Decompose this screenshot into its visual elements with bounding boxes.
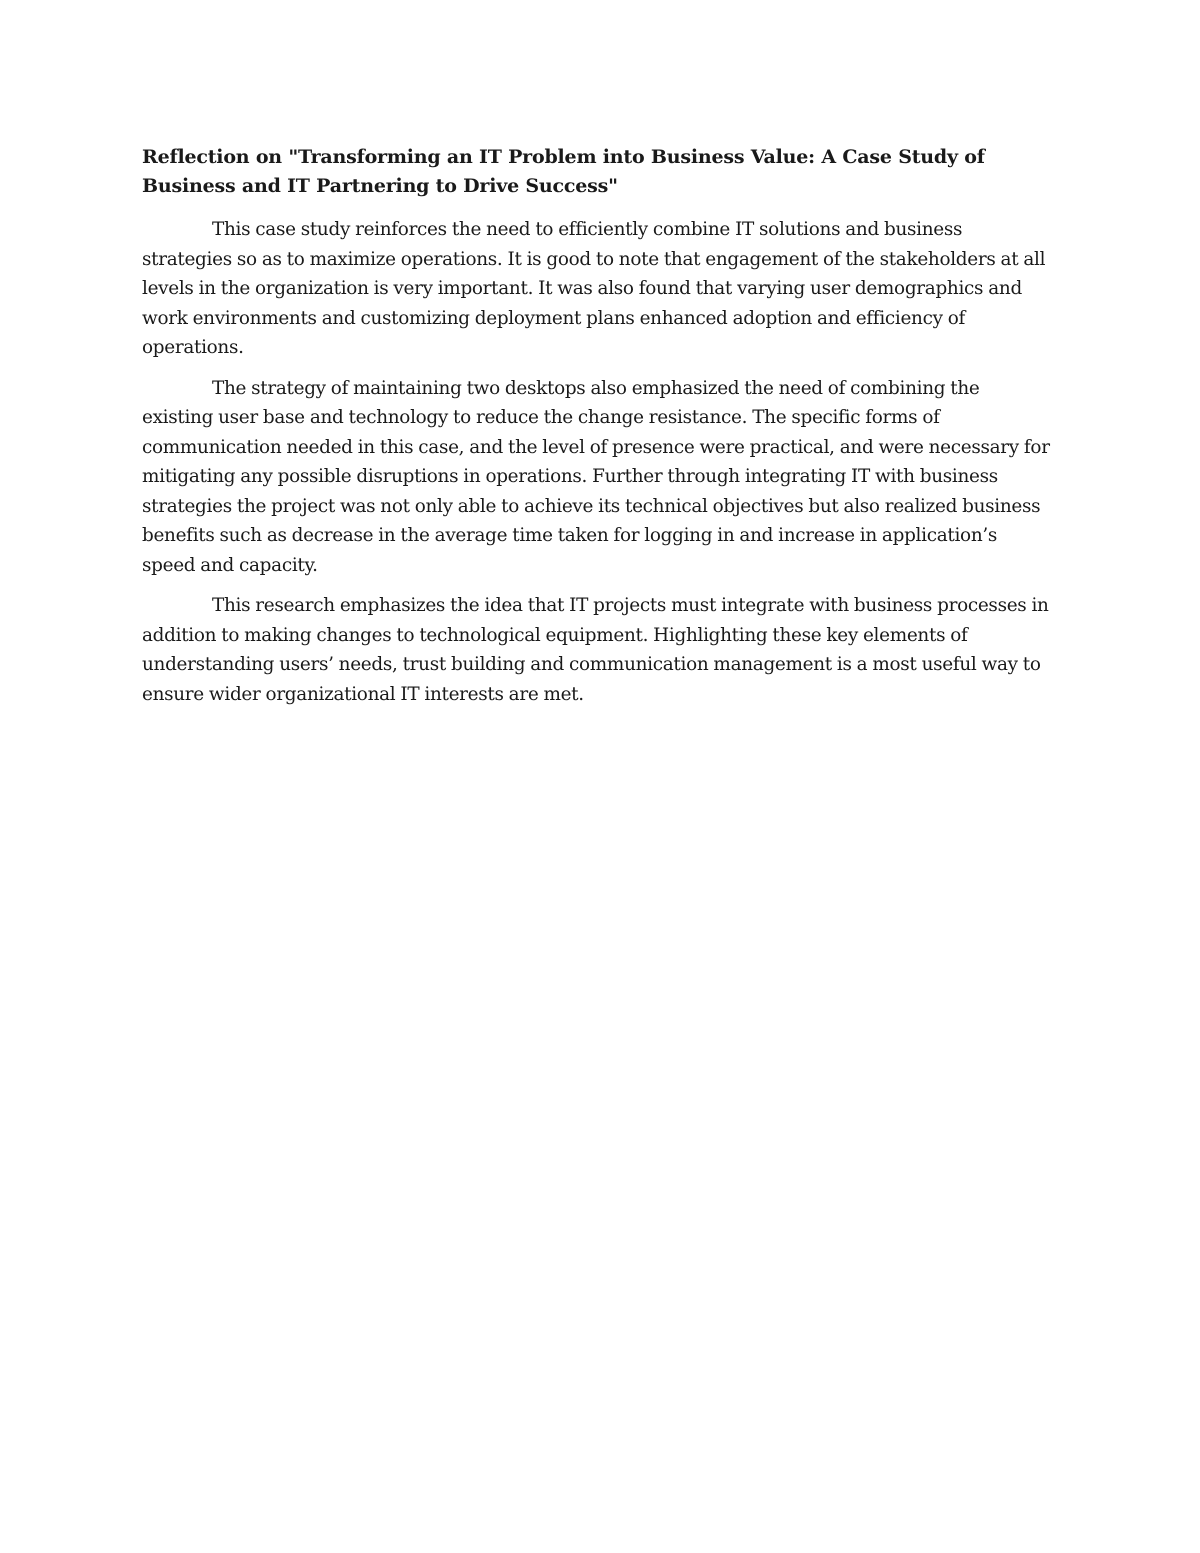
document-body [142, 143, 1054, 720]
paragraph-2: The strategy of maintaining two desktops also emphasized the need of combining the existing user base and technology to reduce the change resistance. The specific forms of communication needed in this case, and the level of presence were practical, and were necessary for mitigating any possible disruptions in operations. Further through integrating IT with business strategies the project was not only able to achieve its technical objectives but also realized business benefits such as decrease in the average time taken for logging in and increase in application’s speed and capacity. [142, 377, 1050, 576]
paragraph-1: This case study reinforces the need to efficiently combine IT solutions and business strategies so as to maximize operations. It is good to note that engagement of the stakeholders at all levels in the organization is very important. It was also found that varying user demographics and work environments and customizing deployment plans enhanced adoption and efficiency of operations. [142, 219, 1046, 358]
document-title: Reflection on "Transforming an IT Problem into Business Value: A Case Study of Business and IT Partnering to Drive Success" [142, 146, 985, 197]
paragraph-3: This research emphasizes the idea that IT projects must integrate with business processes in addition to making changes to technological equipment. Highlighting these key elements of understanding users’ needs, trust building and communication management is a most useful way to ensure wider organizational IT interests are met. [142, 595, 1049, 705]
